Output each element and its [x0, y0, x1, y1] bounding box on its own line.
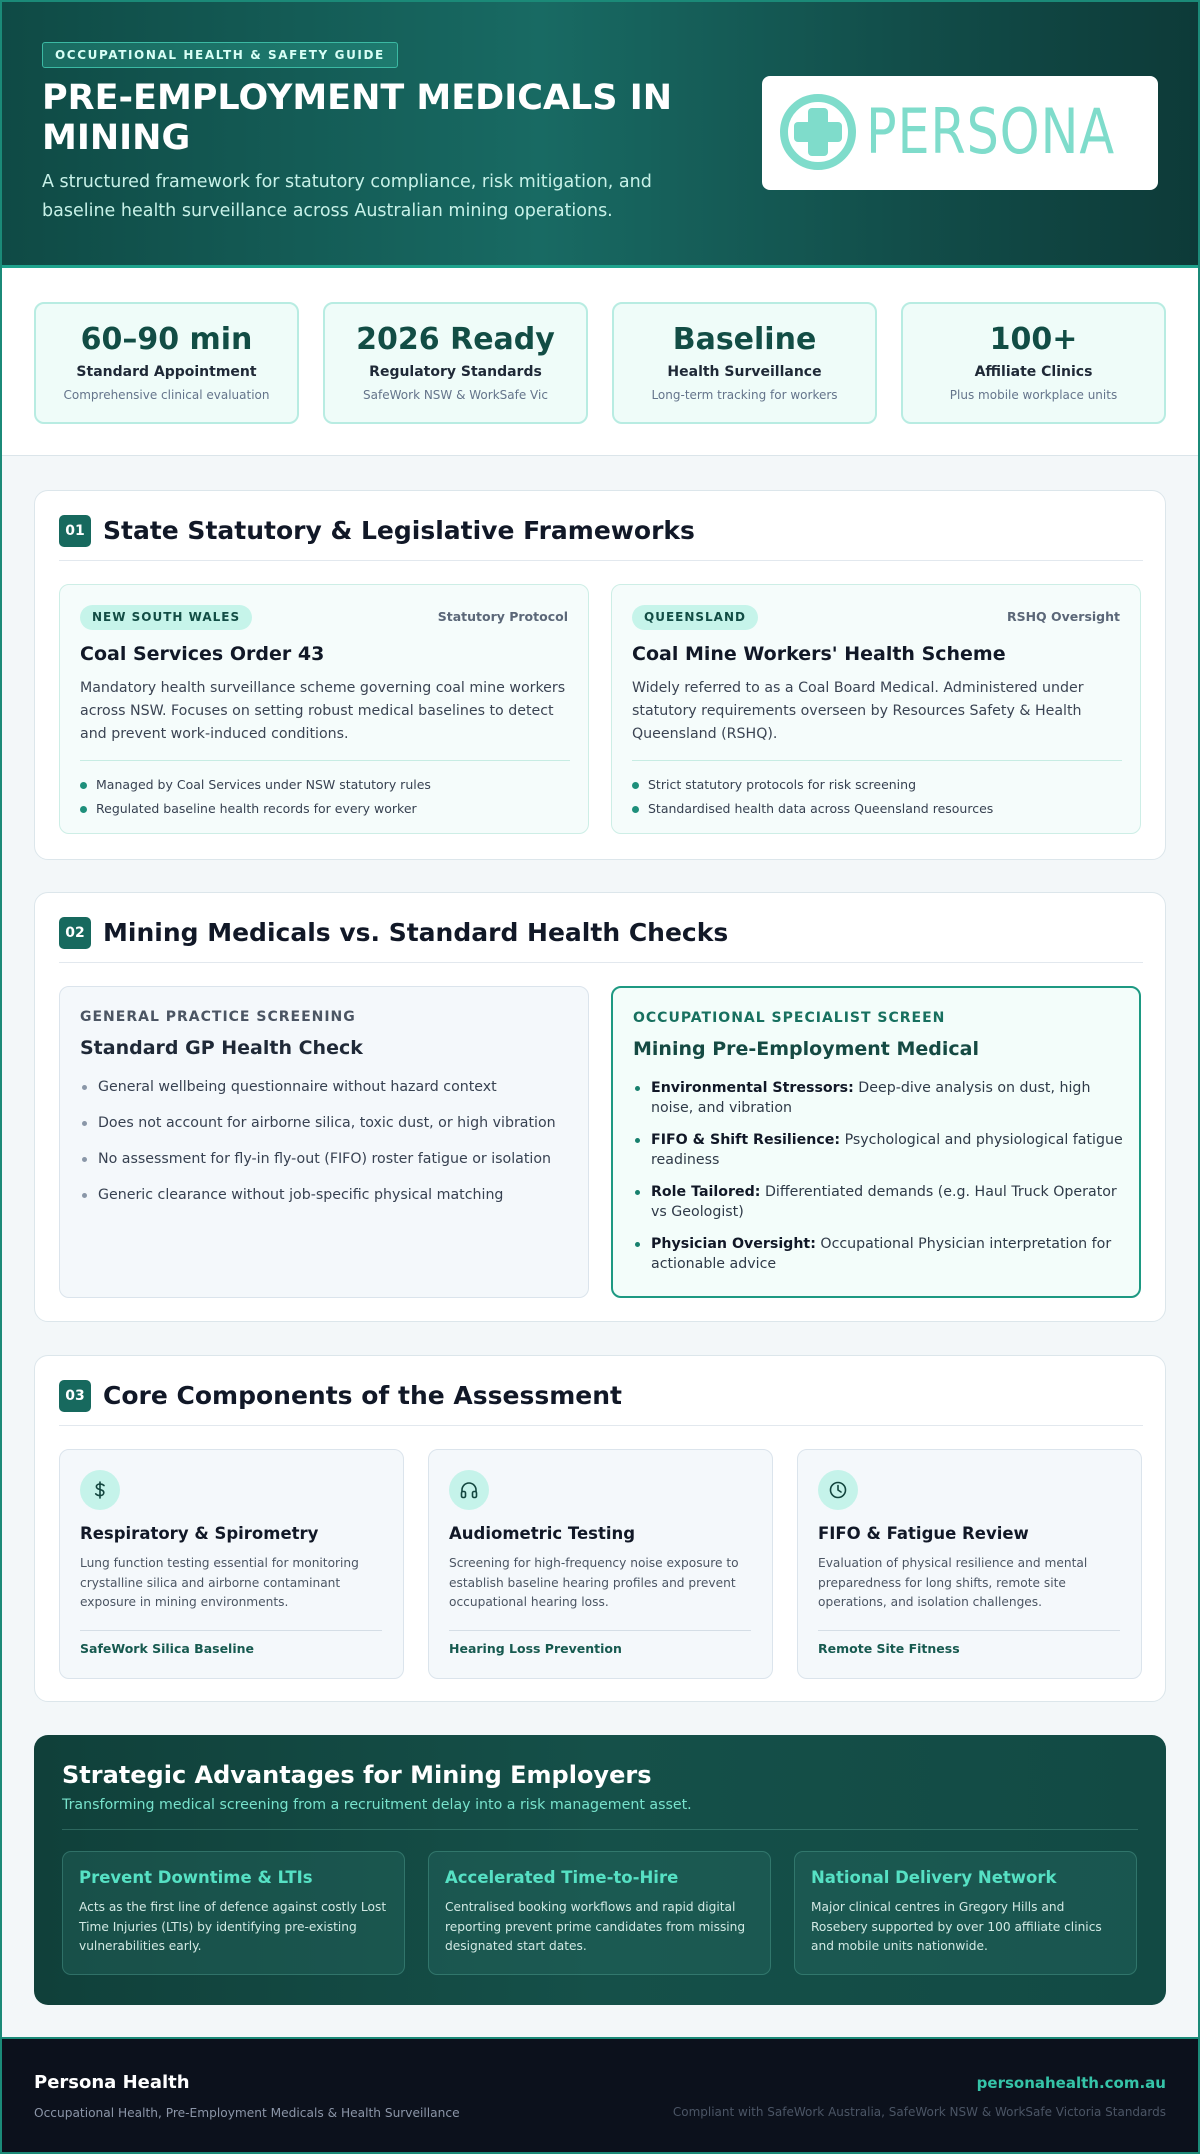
law-bullets — [80, 773, 431, 821]
mining-medical-card — [611, 986, 1141, 1298]
footer-tagline: Occupational Health, Pre-Employment Medicals & Health Surveillance — [34, 2106, 460, 2120]
stat-value: 100+ — [989, 322, 1078, 357]
compliance-note: Compliant with SafeWork Australia, SafeWork NSW & WorkSafe Victoria Standards — [672, 2105, 1166, 2119]
stat-label: Affiliate Clinics — [974, 364, 1093, 380]
item-heading: Physician Oversight: — [651, 1236, 816, 1252]
divider — [818, 1630, 1120, 1631]
component-footer: Hearing Loss Prevention — [449, 1641, 622, 1656]
divider — [62, 1829, 1138, 1830]
strategic-subtitle: Transforming medical screening from a recruitment delay into a risk management asset. — [62, 1797, 692, 1813]
item-text: Differentiated demands (e.g. Haul Truck Operator vs Geologist) — [651, 1184, 1117, 1220]
law-card-nsw — [59, 584, 589, 834]
strategic-title: Strategic Advantages for Mining Employers — [62, 1761, 652, 1789]
list-item: Regulated baseline health records for every worker — [80, 797, 431, 821]
medical-cross-icon — [778, 92, 858, 172]
item-text: Deep-dive analysis on dust, high noise, and vibration — [651, 1080, 1091, 1116]
card-eyebrow: GENERAL PRACTICE SCREENING — [80, 1009, 356, 1025]
stat-note: Comprehensive clinical evaluation — [63, 388, 270, 402]
list-item: Does not account for airborne silica, toxic dust, or high vibration — [80, 1113, 575, 1133]
stat-value: 60–90 min — [80, 322, 253, 357]
gp-check-card — [59, 986, 589, 1298]
logo-text: PERSONA — [866, 95, 1115, 168]
list-item: No assessment for fly-in fly-out (FIFO) roster fatigue or isolation — [80, 1149, 575, 1169]
section-number-badge: 01 — [59, 515, 91, 547]
component-description: Screening for high-frequency noise exposure to establish baseline hearing profiles and prevent occupational hearing loss. — [449, 1556, 739, 1609]
law-bullets — [632, 773, 993, 821]
card-eyebrow: OCCUPATIONAL SPECIALIST SCREEN — [633, 1010, 946, 1026]
item-text: Occupational Physician interpretation for actionable advice — [651, 1236, 1112, 1272]
list-item — [633, 1234, 1128, 1274]
law-card-qld — [611, 584, 1141, 834]
list-item — [633, 1078, 1128, 1118]
list-item: Generic clearance without job-specific physical matching — [80, 1185, 575, 1205]
section-header — [59, 917, 1143, 963]
law-title: Coal Mine Workers' Health Scheme — [632, 643, 1006, 665]
list-item: Strict statutory protocols for risk screening — [632, 773, 993, 797]
component-footer: SafeWork Silica Baseline — [80, 1641, 254, 1656]
section-header — [59, 515, 1143, 561]
gp-list — [80, 1077, 575, 1221]
mining-list — [633, 1078, 1128, 1286]
component-title: FIFO & Fatigue Review — [818, 1524, 1029, 1543]
divider — [80, 760, 570, 761]
item-heading: Environmental Stressors: — [651, 1080, 854, 1096]
list-item: Managed by Coal Services under NSW statutory rules — [80, 773, 431, 797]
advantage-title: National Delivery Network — [811, 1868, 1057, 1887]
list-item: General wellbeing questionnaire without hazard context — [80, 1077, 575, 1097]
stat-label: Health Surveillance — [667, 364, 822, 380]
component-title: Respiratory & Spirometry — [80, 1524, 319, 1543]
state-pill: NEW SOUTH WALES — [80, 605, 252, 630]
footer — [0, 2037, 1200, 2154]
protocol-tag: Statutory Protocol — [437, 609, 568, 624]
stat-card — [323, 302, 588, 424]
advantage-card — [428, 1851, 771, 1975]
stat-card — [34, 302, 299, 424]
protocol-tag: RSHQ Oversight — [1006, 609, 1120, 624]
stat-note: SafeWork NSW & WorkSafe Vic — [363, 388, 548, 402]
stat-card — [612, 302, 877, 424]
section-title: Core Components of the Assessment — [103, 1381, 622, 1410]
footer-brand: Persona Health — [34, 2072, 190, 2093]
item-heading: Role Tailored: — [651, 1184, 761, 1200]
website-link[interactable]: personahealth.com.au — [976, 2074, 1166, 2092]
advantage-description: Major clinical centres in Gregory Hills and Rosebery supported by over 100 affiliate clinics and mobile units nationwide. — [811, 1900, 1102, 1953]
law-description: Widely referred to as a Coal Board Medical. Administered under statutory requirements overseen by Resources Safety & Health Queensland (RSHQ). — [632, 680, 1084, 742]
state-pill: QUEENSLAND — [632, 605, 758, 630]
stat-label: Regulatory Standards — [369, 364, 542, 380]
stat-card — [901, 302, 1166, 424]
section-core-components — [34, 1355, 1166, 1702]
list-item — [633, 1130, 1128, 1170]
component-title: Audiometric Testing — [449, 1524, 636, 1543]
item-text: Psychological and physiological fatigue readiness — [651, 1132, 1123, 1168]
component-card-fifo — [797, 1449, 1142, 1679]
law-description: Mandatory health surveillance scheme governing coal mine workers across NSW. Focuses on setting robust medical baselines to detect and prevent work-induced conditions. — [80, 680, 566, 742]
component-footer: Remote Site Fitness — [818, 1641, 960, 1656]
list-item — [633, 1182, 1128, 1222]
section-title: Mining Medicals vs. Standard Health Checks — [103, 918, 729, 947]
stats-band — [0, 268, 1200, 456]
clock-icon — [818, 1470, 858, 1510]
stat-note: Plus mobile workplace units — [949, 388, 1118, 402]
list-item: Standardised health data across Queensland resources — [632, 797, 993, 821]
stat-note: Long-term tracking for workers — [651, 388, 838, 402]
divider — [449, 1630, 751, 1631]
page-subtitle: A structured framework for statutory compliance, risk mitigation, and baseline health surveillance across Australian mining operations. — [42, 172, 652, 221]
advantage-title: Prevent Downtime & LTIs — [79, 1868, 313, 1887]
header-banner — [0, 0, 1200, 268]
page-title: PRE-EMPLOYMENT MEDICALS IN MINING — [42, 78, 673, 158]
section-header — [59, 1380, 1143, 1426]
advantage-card — [62, 1851, 405, 1975]
component-card-audiometric — [428, 1449, 773, 1679]
card-title: Standard GP Health Check — [80, 1037, 363, 1059]
headphones-icon — [449, 1470, 489, 1510]
component-description: Evaluation of physical resilience and mental preparedness for long shifts, remote site operations, and isolation challenges. — [818, 1556, 1088, 1609]
stat-value: Baseline — [672, 322, 817, 357]
item-heading: FIFO & Shift Resilience: — [651, 1132, 841, 1148]
section-legislative-frameworks — [34, 490, 1166, 860]
advantage-description: Acts as the first line of defence against costly Lost Time Injuries (LTIs) by identifying pre-existing vulnerabilities early. — [79, 1900, 387, 1953]
law-title: Coal Services Order 43 — [80, 643, 325, 665]
divider — [80, 1630, 382, 1631]
component-card-respiratory — [59, 1449, 404, 1679]
header-eyebrow: OCCUPATIONAL HEALTH & SAFETY GUIDE — [42, 42, 398, 68]
stat-value: 2026 Ready — [356, 322, 555, 357]
section-comparison — [34, 892, 1166, 1322]
stat-label: Standard Appointment — [76, 364, 257, 380]
strategic-advantages-panel — [34, 1735, 1166, 2005]
section-title: State Statutory & Legislative Frameworks — [103, 516, 695, 545]
divider — [632, 760, 1122, 761]
advantage-card — [794, 1851, 1137, 1975]
section-number-badge: 03 — [59, 1380, 91, 1412]
component-description: Lung function testing essential for monitoring crystalline silica and airborne contaminant exposure in mining environments. — [80, 1556, 359, 1609]
section-number-badge: 02 — [59, 917, 91, 949]
advantage-description: Centralised booking workflows and rapid digital reporting prevent prime candidates from missing designated start dates. — [445, 1900, 746, 1953]
dollar-icon — [80, 1470, 120, 1510]
card-title: Mining Pre-Employment Medical — [633, 1038, 980, 1060]
advantage-title: Accelerated Time-to-Hire — [445, 1868, 679, 1887]
logo[interactable] — [762, 76, 1158, 190]
